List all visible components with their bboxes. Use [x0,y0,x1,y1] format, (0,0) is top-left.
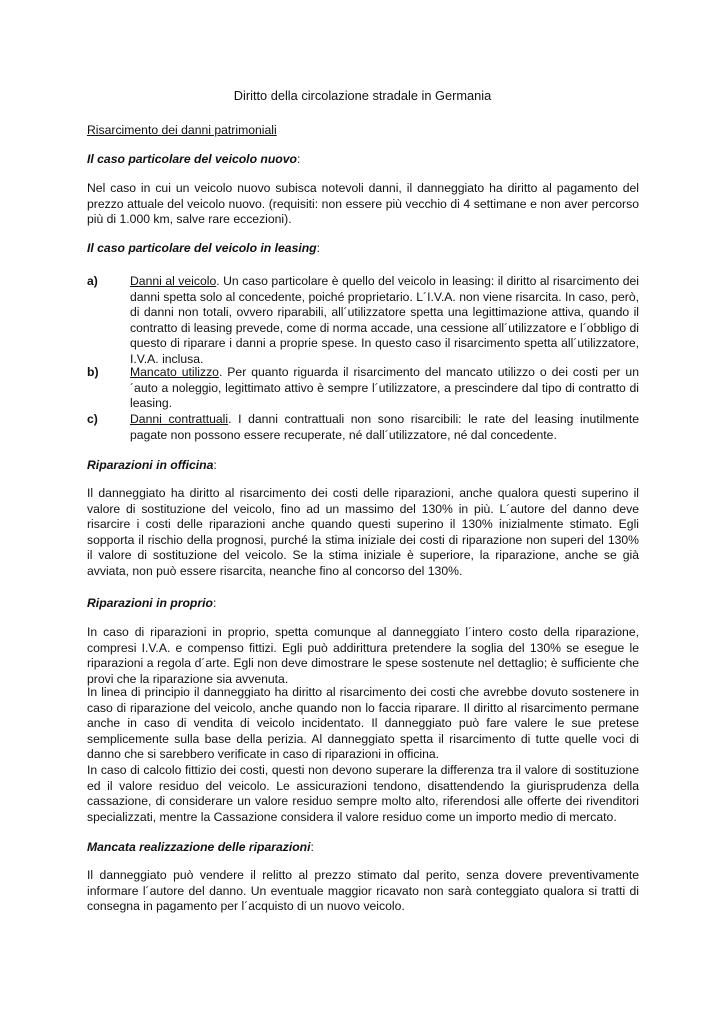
heading-leasing [87,241,639,257]
list-item-a-text [130,274,639,368]
list-item-b-body: . Per quanto riguarda il risarcimento del mancato utilizzo o dei costi per un´auto a noleggio, legittimato attivo è sempre l´utilizzatore, a prescindere dal tipo di contratto di leasing. [130,365,639,411]
heading-workshop [87,458,639,474]
paragraph-own-repair-3: In caso di calcolo fittizio dei costi, questi non devono superare la differenza tra il valore di sostituzione ed il valore residuo del veicolo. Le assicurazioni tendono, disattendendo la giurisprudenza della cassazione, di considerare un valore residuo sempre molto alto, riferendosi alle offerte dei rivenditori specializzati, mentre la Cassazione considera il valore residuo come un importo medio di mercato. [87,763,639,824]
heading-leasing-text: Il caso particolare del veicolo in leasing [87,241,317,255]
list-item-c-text [130,412,639,443]
list-item-b-term: Mancato utilizzo [130,365,219,379]
list-item-c-term: Danni contrattuali [130,412,229,426]
paragraph-workshop: Il danneggiato ha diritto al risarcimento dei costi delle riparazioni, anche qualora questi superino il valore di sostituzione del veicolo, fino ad un massimo del 130% in più. L´autore del danno deve risarcire i costi delle riparazioni anche quando questi superino il 130% inizialmente stimato. Egli sopporta il rischio della prognosi, purché la stima iniziale dei costi di riparazione non superi del 130% il valore di sostituzione del veicolo. Se la stima iniziale è superiore, la riparazione, anche se già avviata, non può essere risarcita, neanche fino al concorso del 130%. [87,486,639,578]
list-item-b-text [130,365,639,412]
heading-own-repair-colon: : [212,596,217,610]
list-item-a-label: a) [87,274,98,288]
section-title: Risarcimento dei danni patrimoniali [87,123,277,137]
list-item-a-body: . Un caso particolare è quello del veicolo in leasing: il diritto al risarcimento dei danni spetta solo al concedente, poiché proprietario. L´I.V.A. non viene risarcita. In caso, però, di danni non totali, ovvero riparabili, all´utilizzatore spetta una legittimazione attiva, quando il contratto di leasing prevede, come di norma accade, una cessione all´utilizzatore e l´obbligo di questo di riparare i danni a proprie spese. In questo caso il risarcimento spetta all´utilizzatore, I.V.A. inclusa. [130,274,639,366]
list-item-a-term: Danni al veicolo [130,274,217,288]
heading-new-vehicle-colon: : [296,152,301,166]
list-item-c-body: . I danni contrattuali non sono risarcibili: le rate del leasing inutilmente pagate non possono essere recuperate, né dall´utilizzatore, né dal concedente. [130,412,639,442]
heading-own-repair [87,596,639,612]
heading-own-repair-text: Riparazioni in proprio [87,596,213,610]
paragraph-new-vehicle: Nel caso in cui un veicolo nuovo subisca notevoli danni, il danneggiato ha diritto al pagamento del prezzo attuale del veicolo nuovo. (requisiti: non essere più vecchio di 4 settimane e non aver percorso più di 1.000 km, salve rare eccezioni). [87,181,639,227]
paragraph-no-repair: Il danneggiato può vendere il relitto al prezzo stimato dal perito, senza dovere preventivamente informare l´autore del danno. Un eventuale maggior ricavato non sarà conteggiato qualora si tratti di consegna in pagamento per l´acquisto di un nuovo veicolo. [87,868,639,914]
heading-no-repair-text: Mancata realizzazione delle riparazioni [87,840,311,854]
paragraph-own-repair-1: In caso di riparazioni in proprio, spetta comunque al danneggiato l´intero costo della riparazione, compresi I.V.A. e compenso fittizi. Egli può addirittura pretendere la soglia del 130% se esegue le riparazioni a regola d´arte. Egli non deve dimostrare le spese sostenute nel dettaglio; è sufficiente che provi che la riparazione sia avvenuta. [87,625,639,686]
heading-new-vehicle [87,152,639,168]
list-item-c-label: c) [87,412,98,426]
heading-leasing-colon: : [316,241,321,255]
paragraph-own-repair-2: In linea di principio il danneggiato ha diritto al risarcimento dei costi che avrebbe dovuto sostenere in caso di riparazione del veicolo, anche quando non lo faccia riparare. Il diritto al risarcimento permane anche in caso di vendita di veicolo incidentato. Il danneggiato può fare valere le sue pretese semplicemente sulla base della perizia. Al danneggiato spetta il risarcimento di tutte quelle voci di danno che si sarebbero verificate in caso di riparazioni in officina. [87,685,639,762]
heading-no-repair [87,840,639,856]
heading-new-vehicle-text: Il caso particolare del veicolo nuovo [87,152,297,166]
heading-no-repair-colon: : [310,840,314,854]
heading-workshop-colon: : [213,458,217,472]
document-title: Diritto della circolazione stradale in Germania [233,88,492,103]
list-item-b-label: b) [87,365,99,379]
heading-workshop-text: Riparazioni in officina [87,458,214,472]
